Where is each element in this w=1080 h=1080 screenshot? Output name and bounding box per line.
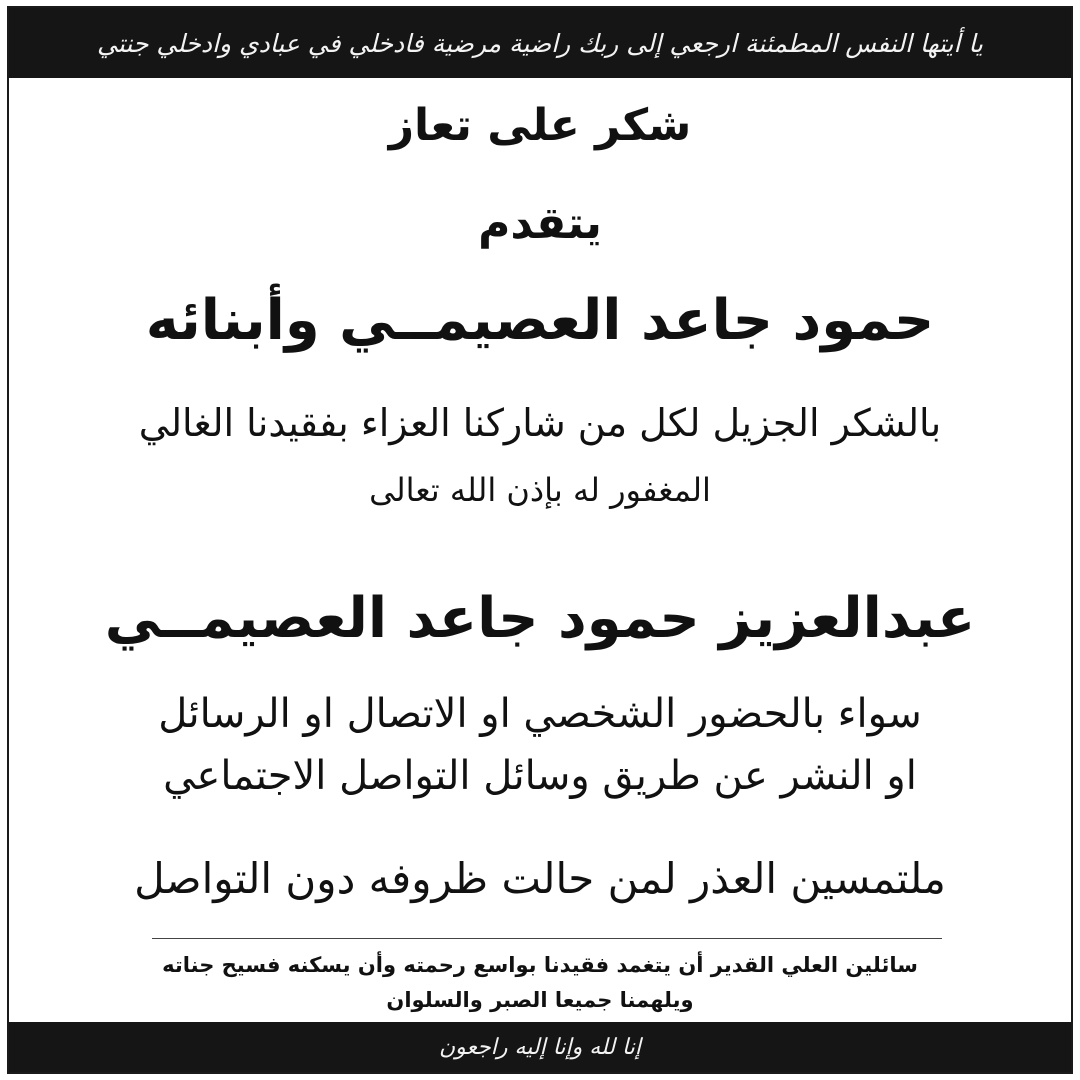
means-line-1: سواء بالحضور الشخصي او الاتصال او الرسائل xyxy=(158,691,922,737)
header-band xyxy=(9,8,1071,78)
presents-label: يتقدم xyxy=(478,198,602,249)
condolence-notice xyxy=(7,6,1073,1074)
notice-title: شكر على تعاز xyxy=(388,100,692,151)
quran-verse-footer: إنا لله وإنا إليه راجعون xyxy=(439,1034,641,1060)
divider xyxy=(152,938,942,939)
deceased-name: عبدالعزيز حمود جاعد العصيمــي xyxy=(104,586,976,651)
quran-verse-header: يا أيتها النفس المطمئنة ارجعي إلى ربك راضية مرضية فادخلي في عبادي وادخلي جنتي xyxy=(97,28,983,58)
footer-band xyxy=(9,1022,1071,1072)
thanks-line-2: المغفور له بإذن الله تعالى xyxy=(369,471,711,509)
prayer-line-1: سائلين العلي القدير أن يتغمد فقيدنا بواسع رحمته وأن يسكنه فسيح جناته xyxy=(162,953,918,977)
family-name: حمود جاعد العصيمــي وأبنائه xyxy=(145,288,935,353)
means-line-2: او النشر عن طريق وسائل التواصل الاجتماعي xyxy=(163,753,917,799)
prayer-line-2: ويلهمنا جميعا الصبر والسلوان xyxy=(386,988,694,1012)
apology-line: ملتمسين العذر لمن حالت ظروفه دون التواصل xyxy=(134,854,946,903)
thanks-line-1: بالشكر الجزيل لكل من شاركنا العزاء بفقيدنا الغالي xyxy=(138,401,942,445)
